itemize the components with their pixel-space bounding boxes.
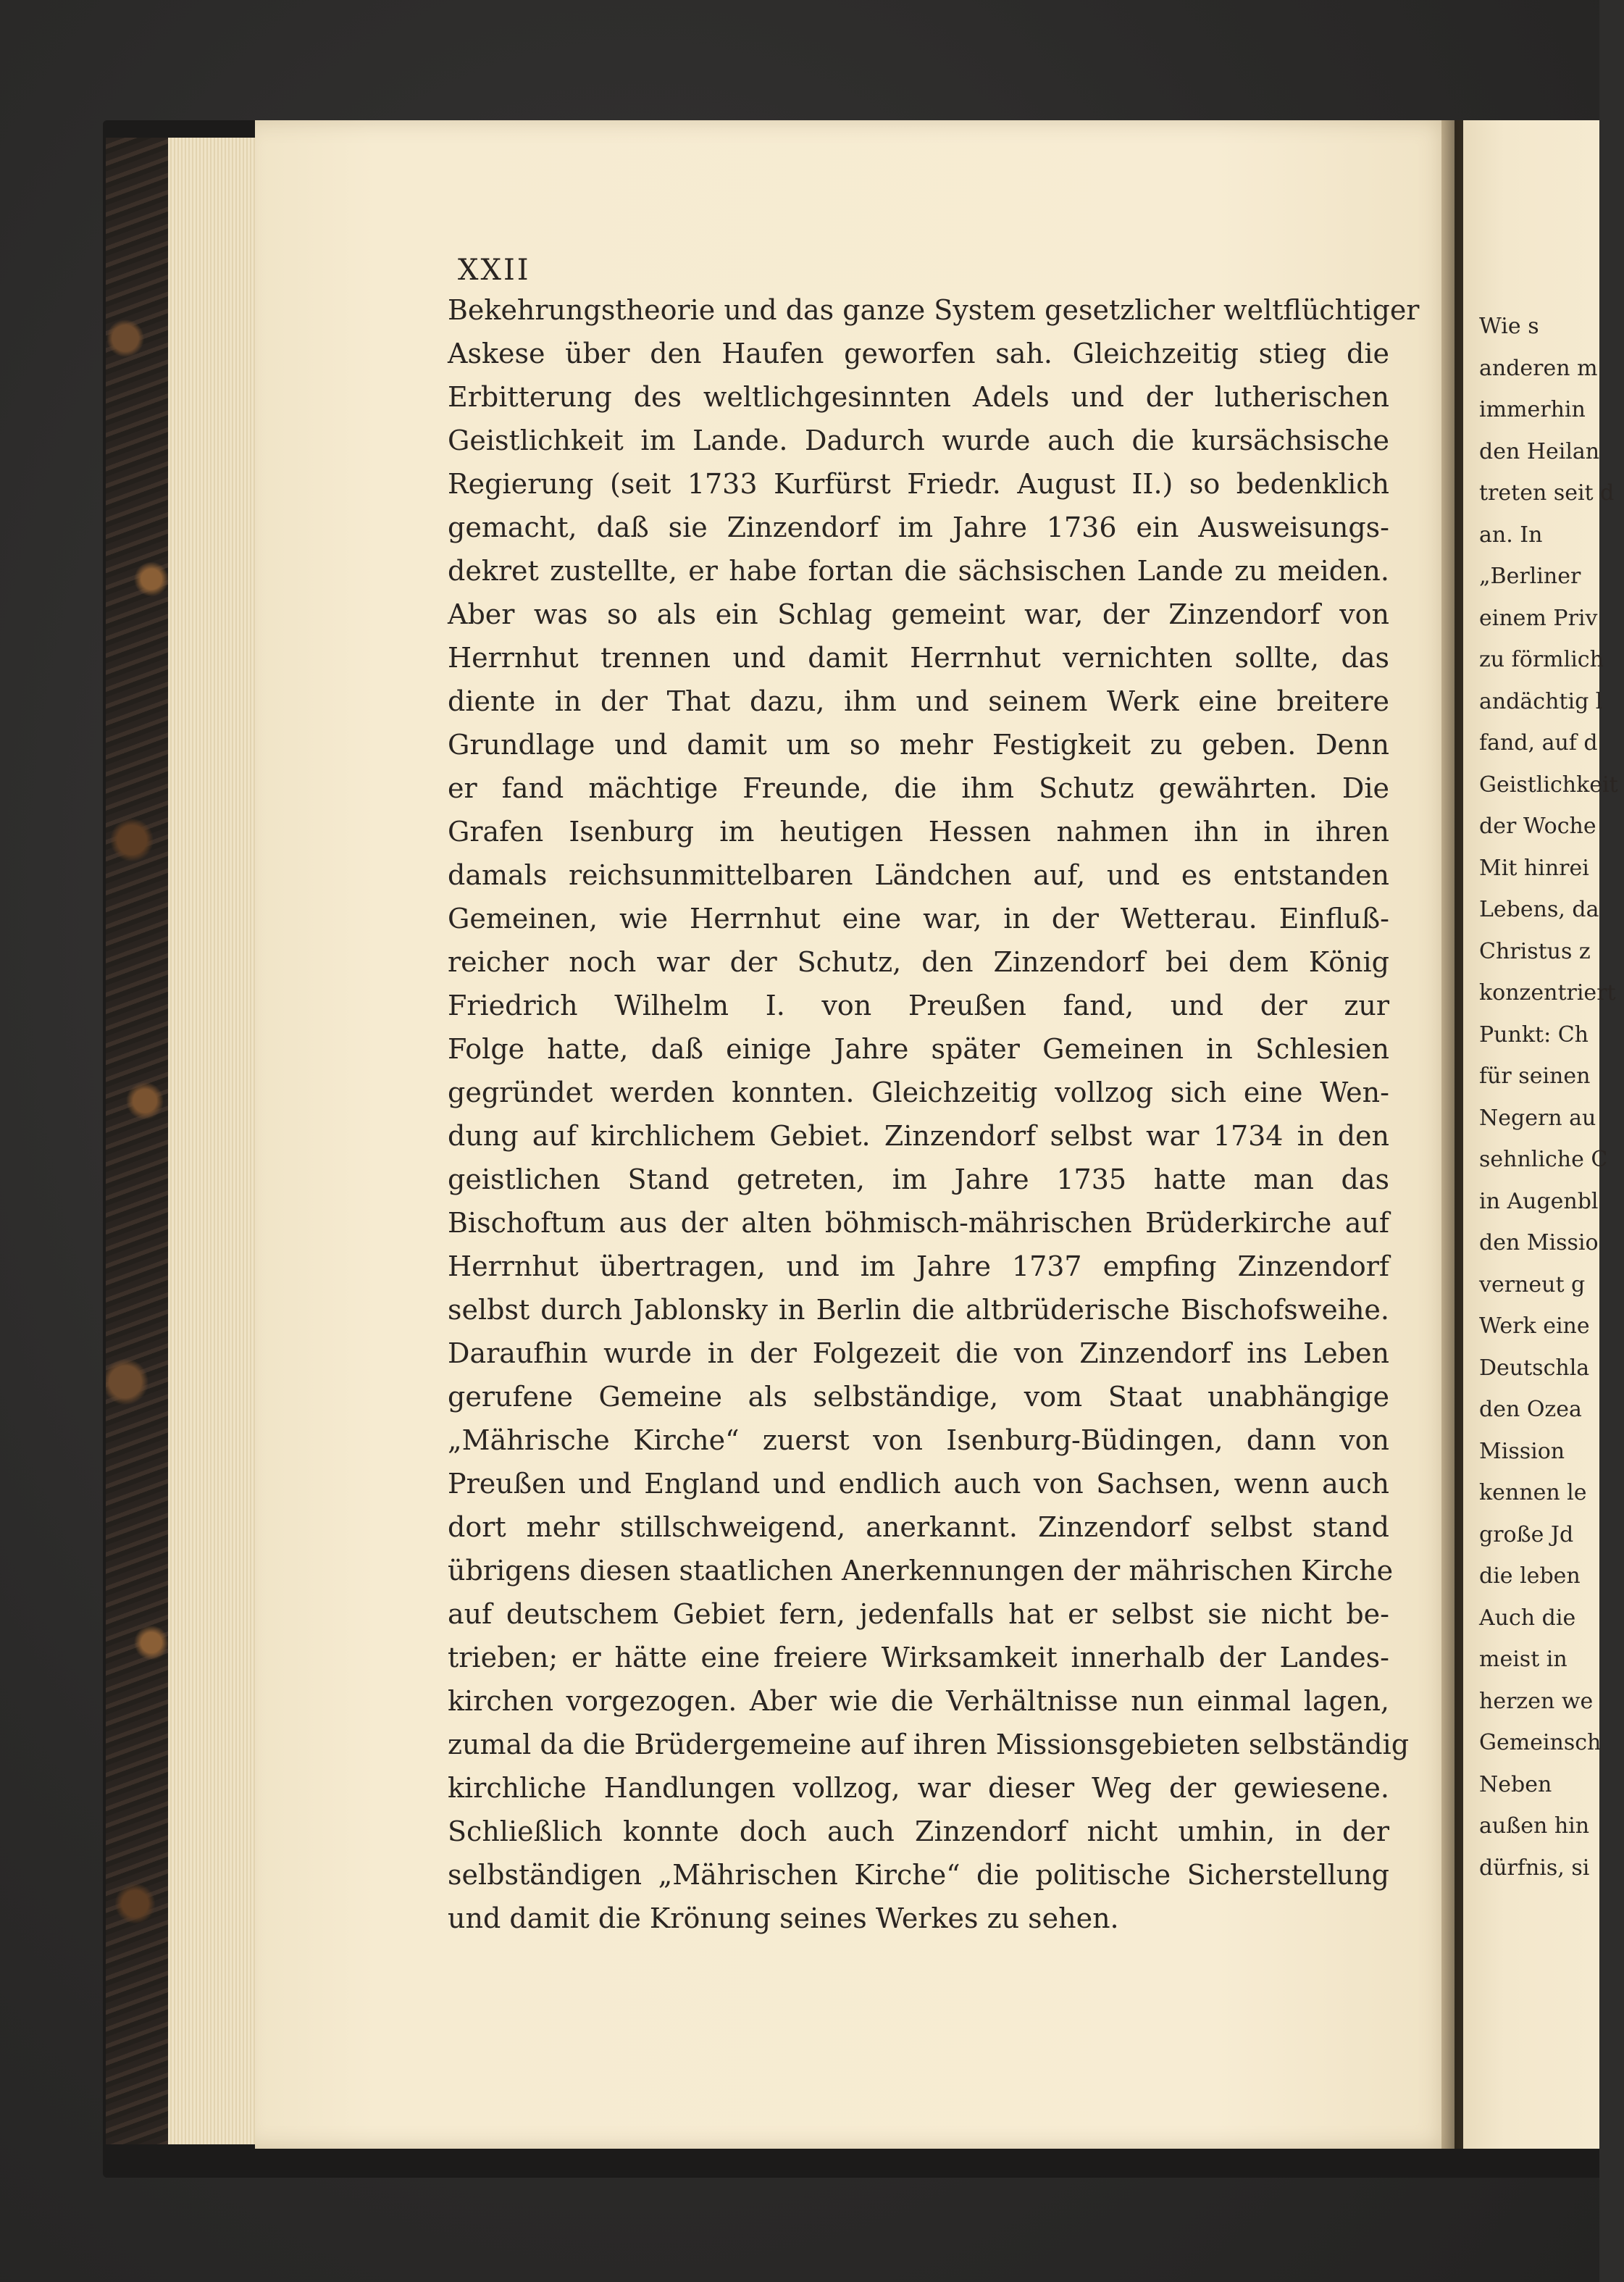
right-page-line: „Berliner (1479, 564, 1581, 589)
text-line: Herrnhut übertragen, und im Jahre 1737 empfing Zinzendorf (448, 1250, 1389, 1282)
text-line: kirchen vorgezogen. Aber wie die Verhältnisse nun einmal lagen, (448, 1685, 1389, 1717)
right-page-line: verneut g (1479, 1271, 1586, 1297)
text-line: Schließlich konnte doch auch Zinzendorf nicht umhin, in der (448, 1815, 1389, 1847)
text-line: und damit die Krönung seines Werkes zu sehen. (448, 1902, 1119, 1934)
right-page-line: Neben (1479, 1771, 1552, 1797)
right-page-line: den Heilan (1479, 438, 1600, 464)
text-line: Friedrich Wilhelm I. von Preußen fand, und der zur (448, 990, 1389, 1021)
text-line: reicher noch war der Schutz, den Zinzendorf bei dem König (448, 946, 1389, 978)
page-number: XXII (458, 254, 531, 287)
text-line: Herrnhut trennen und damit Herrnhut vernichten sollte, das (448, 642, 1389, 674)
text-line: er fand mächtige Freunde, die ihm Schutz gewährten. Die (448, 772, 1389, 804)
page-stack-edges (168, 138, 269, 2144)
right-page-line: Geistlichkeit (1479, 772, 1618, 798)
text-line: geistlichen Stand getreten, im Jahre 1735 hatte man das (448, 1163, 1389, 1195)
right-page-text (1479, 306, 1624, 1889)
right-page-line: Wie s (1479, 314, 1539, 339)
right-page-line: anderen m (1479, 355, 1598, 381)
right-page-line: den Missio (1479, 1230, 1599, 1255)
text-line: Geistlichkeit im Lande. Dadurch wurde auch die kursächsische (448, 425, 1389, 456)
text-line: Grafen Isenburg im heutigen Hessen nahmen ihn in ihren (448, 816, 1389, 848)
page-body-text (448, 288, 1420, 1940)
right-page-line: dürfnis, si (1479, 1855, 1590, 1881)
text-line: Gemeinen, wie Herrnhut eine war, in der Wetterau. Einfluß- (448, 903, 1389, 935)
text-line: „Mährische Kirche“ zuerst von Isenburg-Büdingen, dann von (448, 1424, 1389, 1456)
right-page-line: die leben (1479, 1563, 1581, 1589)
right-page-line: zu förmlich (1479, 647, 1604, 672)
text-line: dort mehr stillschweigend, anerkannt. Zinzendorf selbst stand (448, 1511, 1389, 1543)
text-line: gegründet werden konnten. Gleichzeitig vollzog sich eine Wen- (448, 1077, 1389, 1108)
right-page-line: große Jd (1479, 1521, 1574, 1547)
right-page-line: Auch die (1479, 1605, 1576, 1631)
text-line: kirchliche Handlungen vollzog, war dieser Weg der gewiesene. (448, 1772, 1389, 1804)
right-page-line: Werk eine (1479, 1313, 1590, 1339)
right-page-line: kennen le (1479, 1480, 1587, 1505)
right-page-line: Gemeinsch (1479, 1730, 1602, 1755)
right-page (1463, 120, 1618, 2149)
right-page-line: an. In (1479, 522, 1543, 548)
text-line: Folge hatte, daß einige Jahre später Gemeinen in Schlesien (448, 1033, 1389, 1065)
text-line: Erbitterung des weltlichgesinnten Adels und der lutherischen (448, 381, 1389, 413)
right-page-line: in Augenbl (1479, 1188, 1599, 1214)
right-page-line: den Ozea (1479, 1397, 1582, 1422)
right-page-line: treten seit d (1479, 480, 1615, 506)
right-page-line: sehnliche C (1479, 1147, 1608, 1172)
text-line: Regierung (seit 1733 Kurfürst Friedr. August II.) so bedenklich (448, 468, 1389, 500)
right-page-line: außen hin (1479, 1813, 1590, 1839)
text-line: diente in der That dazu, ihm und seinem Werk eine breitere (448, 685, 1389, 717)
text-line: Bischoftum aus der alten böhmisch-mährischen Brüderkirche auf (448, 1207, 1389, 1239)
right-page-line: Lebens, da (1479, 897, 1599, 922)
right-page-line: Mit hinrei (1479, 855, 1589, 881)
text-line: übrigens diesen staatlichen Anerkennungen der mährischen Kirche (448, 1555, 1394, 1587)
text-line: gemacht, daß sie Zinzendorf im Jahre 1736 ein Ausweisungs- (448, 511, 1389, 543)
right-page-line: Deutschla (1479, 1355, 1590, 1381)
text-line: dekret zustellte, er habe fortan die sächsischen Lande zu meiden. (448, 555, 1389, 587)
right-page-line: für seinen (1479, 1063, 1591, 1089)
right-page-line: immerhin (1479, 397, 1586, 422)
marbled-edge (106, 138, 171, 2144)
right-page-line: herzen we (1479, 1688, 1594, 1714)
text-line: selbständigen „Mährischen Kirche“ die politische Sicherstellung (448, 1859, 1389, 1891)
text-line: selbst durch Jablonsky in Berlin die altbrüderische Bischofsweihe. (448, 1294, 1389, 1326)
text-line: Aber was so als ein Schlag gemeint war, der Zinzendorf von (448, 598, 1389, 630)
right-page-line: meist in (1479, 1647, 1568, 1672)
right-page-line: Mission (1479, 1438, 1565, 1464)
right-page-line: Christus z (1479, 938, 1591, 964)
text-line: dung auf kirchlichem Gebiet. Zinzendorf selbst war 1734 in den (448, 1120, 1389, 1152)
text-line: damals reichsunmittelbaren Ländchen auf, und es entstanden (448, 859, 1389, 891)
right-page-line: konzentriert (1479, 980, 1616, 1006)
right-page-line: Punkt: Ch (1479, 1021, 1589, 1048)
right-page-line: der Woche (1479, 814, 1596, 839)
text-line: auf deutschem Gebiet fern, jedenfalls hat er selbst sie nicht be- (448, 1598, 1389, 1630)
right-page-line: einem Priv (1479, 605, 1598, 631)
text-line: gerufene Gemeine als selbständige, vom Staat unabhängige (448, 1381, 1389, 1413)
right-page-line: andächtig l (1479, 688, 1603, 714)
text-line: Bekehrungstheorie und das ganze System gesetzlicher weltflüchtiger (448, 294, 1420, 326)
right-page-line: Negern au (1479, 1105, 1596, 1131)
text-line: Preußen und England und endlich auch von Sachsen, wenn auch (448, 1468, 1389, 1500)
text-line: Grundlage und damit um so mehr Festigkeit zu geben. Denn (448, 729, 1389, 761)
right-page-line: fand, auf d (1479, 730, 1598, 756)
text-line: Daraufhin wurde in der Folgezeit die von Zinzendorf ins Leben (448, 1337, 1389, 1369)
text-line: trieben; er hätte eine freiere Wirksamkeit innerhalb der Landes- (448, 1642, 1389, 1673)
text-line: zumal da die Brüdergemeine auf ihren Missionsgebieten selbständig (448, 1729, 1410, 1760)
text-line: Askese über den Haufen geworfen sah. Gleichzeitig stieg die (448, 338, 1389, 369)
